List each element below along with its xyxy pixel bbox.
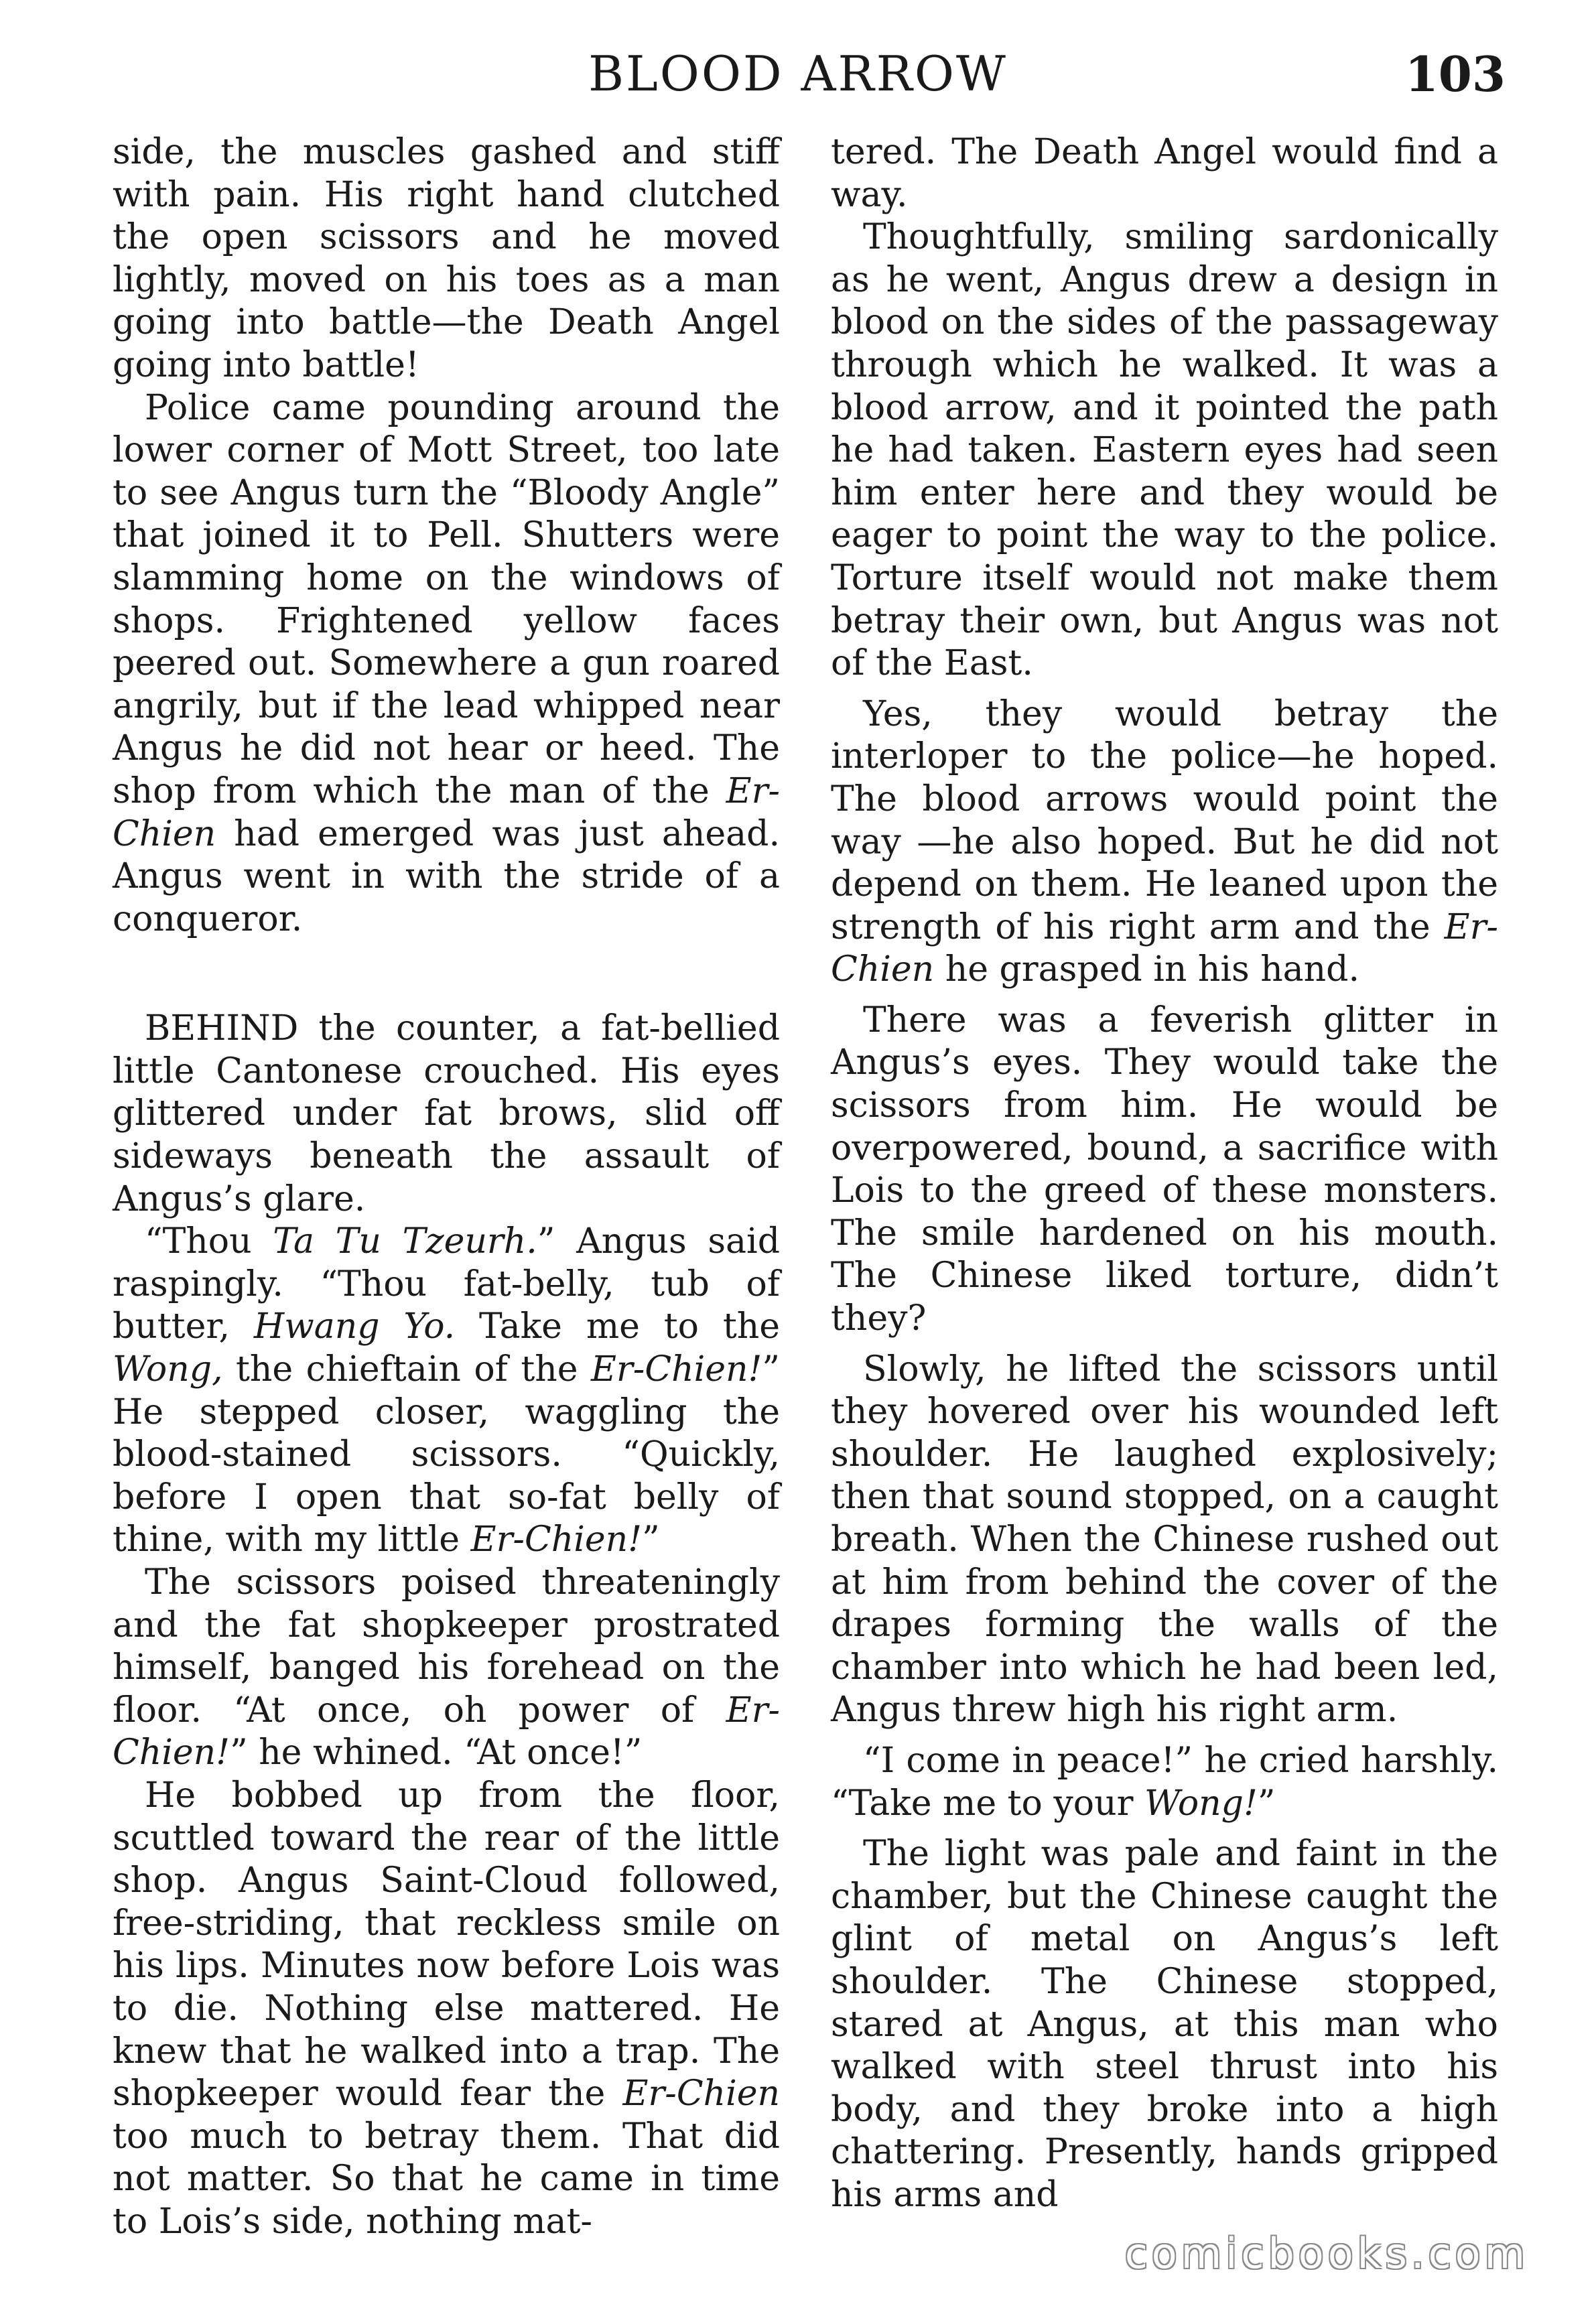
italic-term: Er-Chien! xyxy=(113,1690,780,1773)
paragraph: side, the muscles gashed and stiff with pain. His right hand clutched the open scissors and he moved lightly, moved on his toes as a man going into battle—the Death Angel going into battle! xyxy=(113,132,780,385)
paragraph: tered. The Death Angel would find a way. xyxy=(831,132,1498,215)
paragraph: BEHIND the counter, a fat-bellied little Cantonese crouched. His eyes glittered under fat brows, slid off sideways beneath the assault of Angus’s glare. xyxy=(113,1008,780,1219)
italic-term: Ta Tu Tzeurh. xyxy=(273,1221,537,1262)
italic-term: Hwang Yo. xyxy=(253,1306,456,1347)
right-text-column xyxy=(831,131,1498,2217)
italic-term: Er-Chien! xyxy=(470,1519,643,1560)
italic-term: Er-Chien xyxy=(622,2074,780,2114)
italic-term: Er-Chien! xyxy=(590,1349,762,1390)
paragraph: Thoughtfully, smiling sardonically as he went, Angus drew a design in blood on the sides of the passageway through which he walked. It was a blood arrow, and it pointed the path he had taken. Eastern eyes had seen him enter here and they would be eager to point the way to the police. Torture itself would not make them betray their own, but Angus was not of the East. xyxy=(831,217,1498,684)
page-header xyxy=(0,40,1596,114)
paragraph: The light was pale and faint in the chamber, but the Chinese caught the glint of metal on Angus’s left shoulder. The Chinese stopped, stared at Angus, at this man who walked with steel thrust into his body, and they broke into a high chattering. Presently, hands gripped his arms and xyxy=(831,1834,1498,2215)
italic-term: Er-Chien xyxy=(831,906,1498,990)
running-title: BLOOD ARROW xyxy=(588,46,1008,102)
italic-term: Wong! xyxy=(1144,1783,1258,1824)
page-number: 103 xyxy=(1404,46,1506,103)
paragraph: Slowly, he lifted the scissors until they hovered over his wounded left shoulder. He laughed explosively; then that sound stopped, on a caught breath. When the Chinese rushed out at him from behind the cover of the drapes forming the walls of the chamber into which he had been led, Angus threw high his right arm. xyxy=(831,1349,1498,1731)
paragraph: “Thou Ta Tu Tzeurh.” Angus said raspingly. “Thou fat-belly, tub of butter, Hwang Yo. Take me to the Wong, the chieftain of the Er-Chien!” He stepped closer, waggling the blood-stained scissors. “Quickly, before I open that so-fat belly of thine, with my little Er-Chien!” xyxy=(113,1221,780,1560)
left-text-column xyxy=(113,131,780,2244)
italic-term: Er-Chien xyxy=(113,770,780,854)
site-watermark: comicbooks.com xyxy=(1124,2229,1529,2278)
paragraph: There was a feverish glitter in Angus’s eyes. They would take the scissors from him. He would be overpowered, bound, a sacrifice with Lois to the greed of these monsters. The smile hardened on his mouth. The Chinese liked torture, didn’t they? xyxy=(831,1000,1498,1339)
paragraph: He bobbed up from the floor, scuttled toward the rear of the little shop. Angus Saint-Cloud followed, free-striding, that reckless smile on his lips. Minutes now before Lois was to die. Nothing else mattered. He knew that he walked into a trap. The shopkeeper would fear the Er-Chien too much to betray them. That did not matter. So that he came in time to Lois’s side, nothing mat- xyxy=(113,1775,780,2242)
paragraph: Yes, they would betray the interloper to the police—he hoped. The blood arrows would point the way —he also hoped. But he did not depend on them. He leaned upon the strength of his right arm and the Er-Chien he grasped in his hand. xyxy=(831,693,1498,990)
paragraph: “I come in peace!” he cried harshly. “Take me to your Wong!” xyxy=(831,1740,1498,1824)
italic-term: Wong, xyxy=(113,1349,223,1390)
paragraph: Police came pounding around the lower corner of Mott Street, too late to see Angus turn the “Bloody Angle” that joined it to Pell. Shutters were slamming home on the windows of shops. Frightened yellow faces peered out. Somewhere a gun roared angrily, but if the lead whipped near Angus he did not hear or heed. The shop from which the man of the Er-Chien had emerged was just ahead. Angus went in with the stride of a conqueror. xyxy=(113,387,780,939)
paragraph: The scissors poised threateningly and the fat shopkeeper prostrated himself, banged his forehead on the floor. “At once, oh power of Er-Chien!” he whined. “At once!” xyxy=(113,1562,780,1773)
